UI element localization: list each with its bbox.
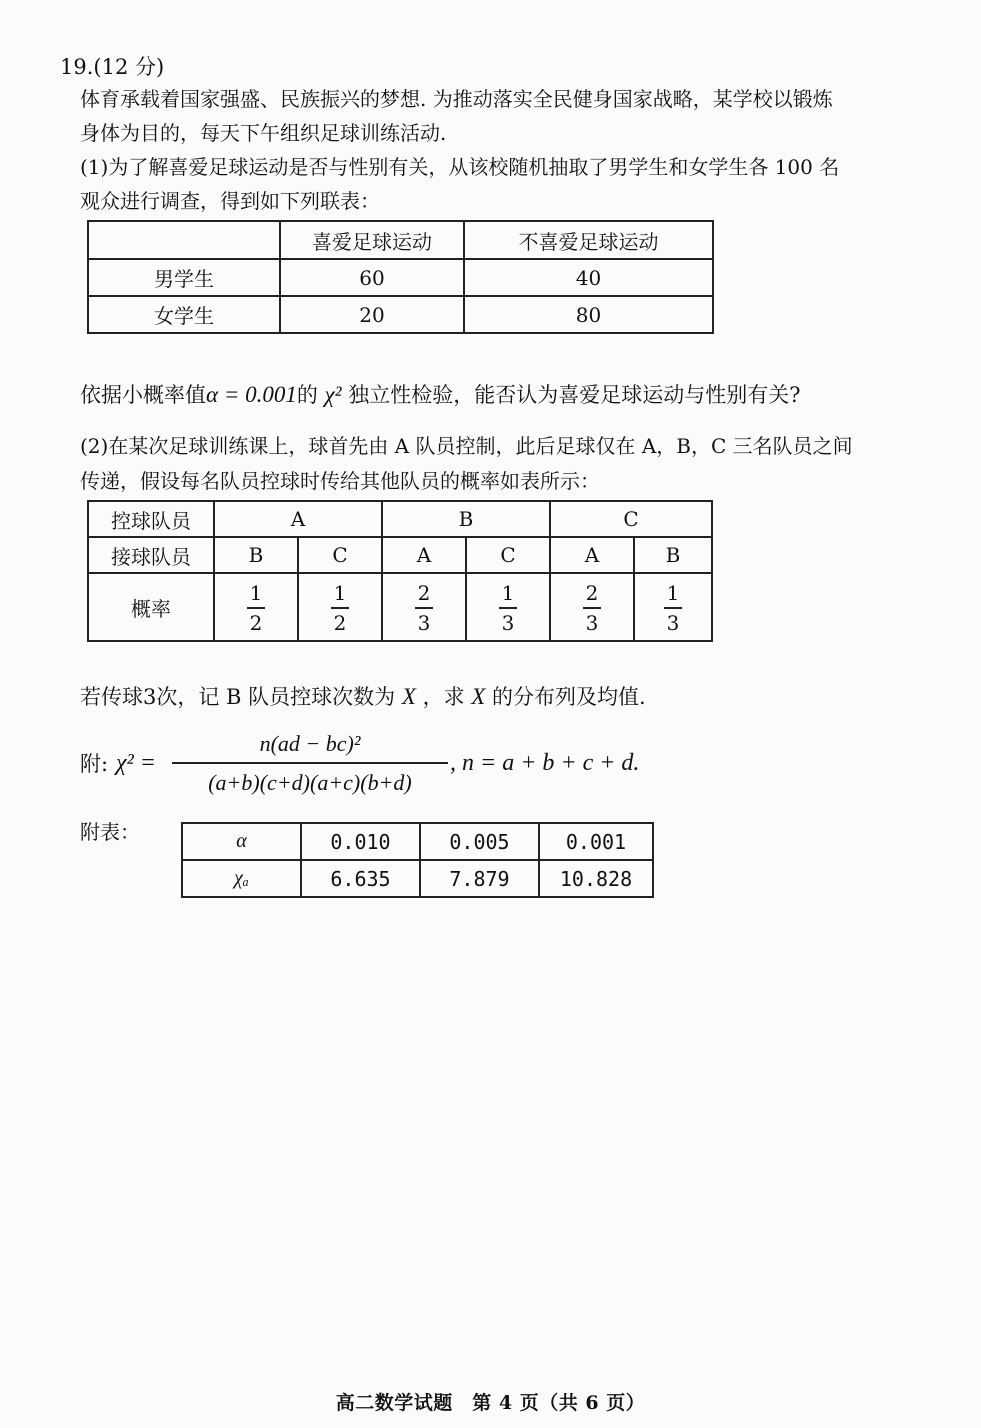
variable-x: X: [401, 684, 416, 709]
table2-probability-6: [634, 573, 712, 641]
table2-probability-label: 概率: [88, 573, 214, 641]
table3-alpha-2: 0.005: [420, 823, 539, 860]
alpha-value: α = 0.001: [206, 382, 297, 407]
part2-line-2: 传递，假设每名队员控球时传给其他队员的概率如表所示：: [80, 469, 600, 493]
part1-question-post: 独立性检验，能否认为喜爱足球运动与性别有关?: [348, 383, 801, 407]
table2-probability-1: [214, 573, 298, 641]
table2-receiver-5: A: [550, 537, 634, 573]
part2-question-mid: ，求: [422, 685, 465, 709]
table2-receiver-4: C: [466, 537, 550, 573]
fraction-numerator: 2: [583, 583, 601, 609]
table3-value-3: 10.828: [539, 860, 653, 897]
appendix-table-label: 附表：: [80, 820, 140, 844]
table1-row-male-label: 男学生: [88, 259, 280, 296]
critical-value-table: [181, 822, 654, 898]
table2-controller-a: A: [214, 501, 382, 537]
part1-question: [80, 380, 801, 410]
table2-probability-2: [298, 573, 382, 641]
question-number: [60, 52, 164, 82]
part1-line-2: 观众进行调查，得到如下列联表：: [80, 189, 380, 213]
table2-probability-3: [382, 573, 466, 641]
fraction-numerator: 1: [664, 583, 682, 609]
fraction-numerator: 1: [331, 583, 349, 609]
chi-squared-formula-fraction: [172, 730, 448, 798]
table1-header-empty: [88, 221, 280, 259]
table2-controller-label: 控球队员: [88, 501, 214, 537]
table1-row-female-like: 20: [280, 296, 464, 333]
part1-line-1: (1)为了解喜爱足球运动是否与性别有关，从该校随机抽取了男学生和女学生各 100 名: [80, 155, 840, 179]
table2-receiver-3: A: [382, 537, 466, 573]
formula-lhs: χ² =: [116, 750, 156, 776]
probability-table: [87, 500, 713, 642]
table3-alpha-label: α: [182, 823, 301, 860]
fraction-denominator: 3: [666, 611, 680, 635]
part2-question: [80, 682, 646, 712]
table2-probability-4: [466, 573, 550, 641]
fraction-denominator: 3: [501, 611, 515, 635]
table2-receiver-label: 接球队员: [88, 537, 214, 573]
table1-row-female-label: 女学生: [88, 296, 280, 333]
table1-row-male-dislike: 40: [464, 259, 713, 296]
fraction-denominator: 2: [249, 611, 263, 635]
contingency-table: [87, 220, 714, 334]
table1-header-like: 喜爱足球运动: [280, 221, 464, 259]
formula-rhs: , n = a + b + c + d.: [450, 750, 640, 776]
fraction-numerator: 2: [415, 583, 433, 609]
part1-question-pre: 依据小概率值: [80, 383, 206, 407]
table3-alpha-3: 0.001: [539, 823, 653, 860]
part2-question-post: 的分布列及均值.: [492, 685, 646, 709]
question-number-text: 19.: [60, 55, 94, 79]
part2-line-1: (2)在某次足球训练课上，球首先由 A 队员控制，此后足球仅在 A，B，C 三名队员之间: [80, 434, 853, 458]
chi-squared-symbol: χ²: [324, 382, 342, 407]
table3-value-2: 7.879: [420, 860, 539, 897]
part2-question-pre: 若传球3次，记 B 队员控球次数为: [80, 685, 396, 709]
fraction-denominator: 3: [585, 611, 599, 635]
table2-controller-b: B: [382, 501, 550, 537]
table2-receiver-6: B: [634, 537, 712, 573]
fraction-denominator: 2: [333, 611, 347, 635]
table2-probability-5: [550, 573, 634, 641]
variable-x: X: [471, 684, 486, 709]
part1-question-mid: 的: [296, 383, 318, 407]
fraction-numerator: 1: [247, 583, 265, 609]
formula-label: 附:: [80, 752, 109, 776]
table1-header-dislike: 不喜爱足球运动: [464, 221, 713, 259]
formula-numerator: n(ad − bc)²: [172, 730, 448, 764]
table3-value-1: 6.635: [301, 860, 420, 897]
table3-chi-label: χₐ: [182, 860, 301, 897]
table3-alpha-1: 0.010: [301, 823, 420, 860]
intro-line-1: 体育承载着国家强盛、民族振兴的梦想. 为推动落实全民健身国家战略，某学校以锻炼: [80, 87, 833, 111]
table2-receiver-2: C: [298, 537, 382, 573]
table2-controller-c: C: [550, 501, 712, 537]
intro-line-2: 身体为目的，每天下午组织足球训练活动.: [80, 121, 447, 145]
fraction-denominator: 3: [417, 611, 431, 635]
question-score: (12 分): [93, 55, 165, 79]
table1-row-male-like: 60: [280, 259, 464, 296]
formula-denominator: (a+b)(c+d)(a+c)(b+d): [208, 770, 412, 795]
table1-row-female-dislike: 80: [464, 296, 713, 333]
page-footer: 高二数学试题 第 4 页（共 6 页）: [335, 1392, 646, 1414]
table2-receiver-1: B: [214, 537, 298, 573]
fraction-numerator: 1: [499, 583, 517, 609]
